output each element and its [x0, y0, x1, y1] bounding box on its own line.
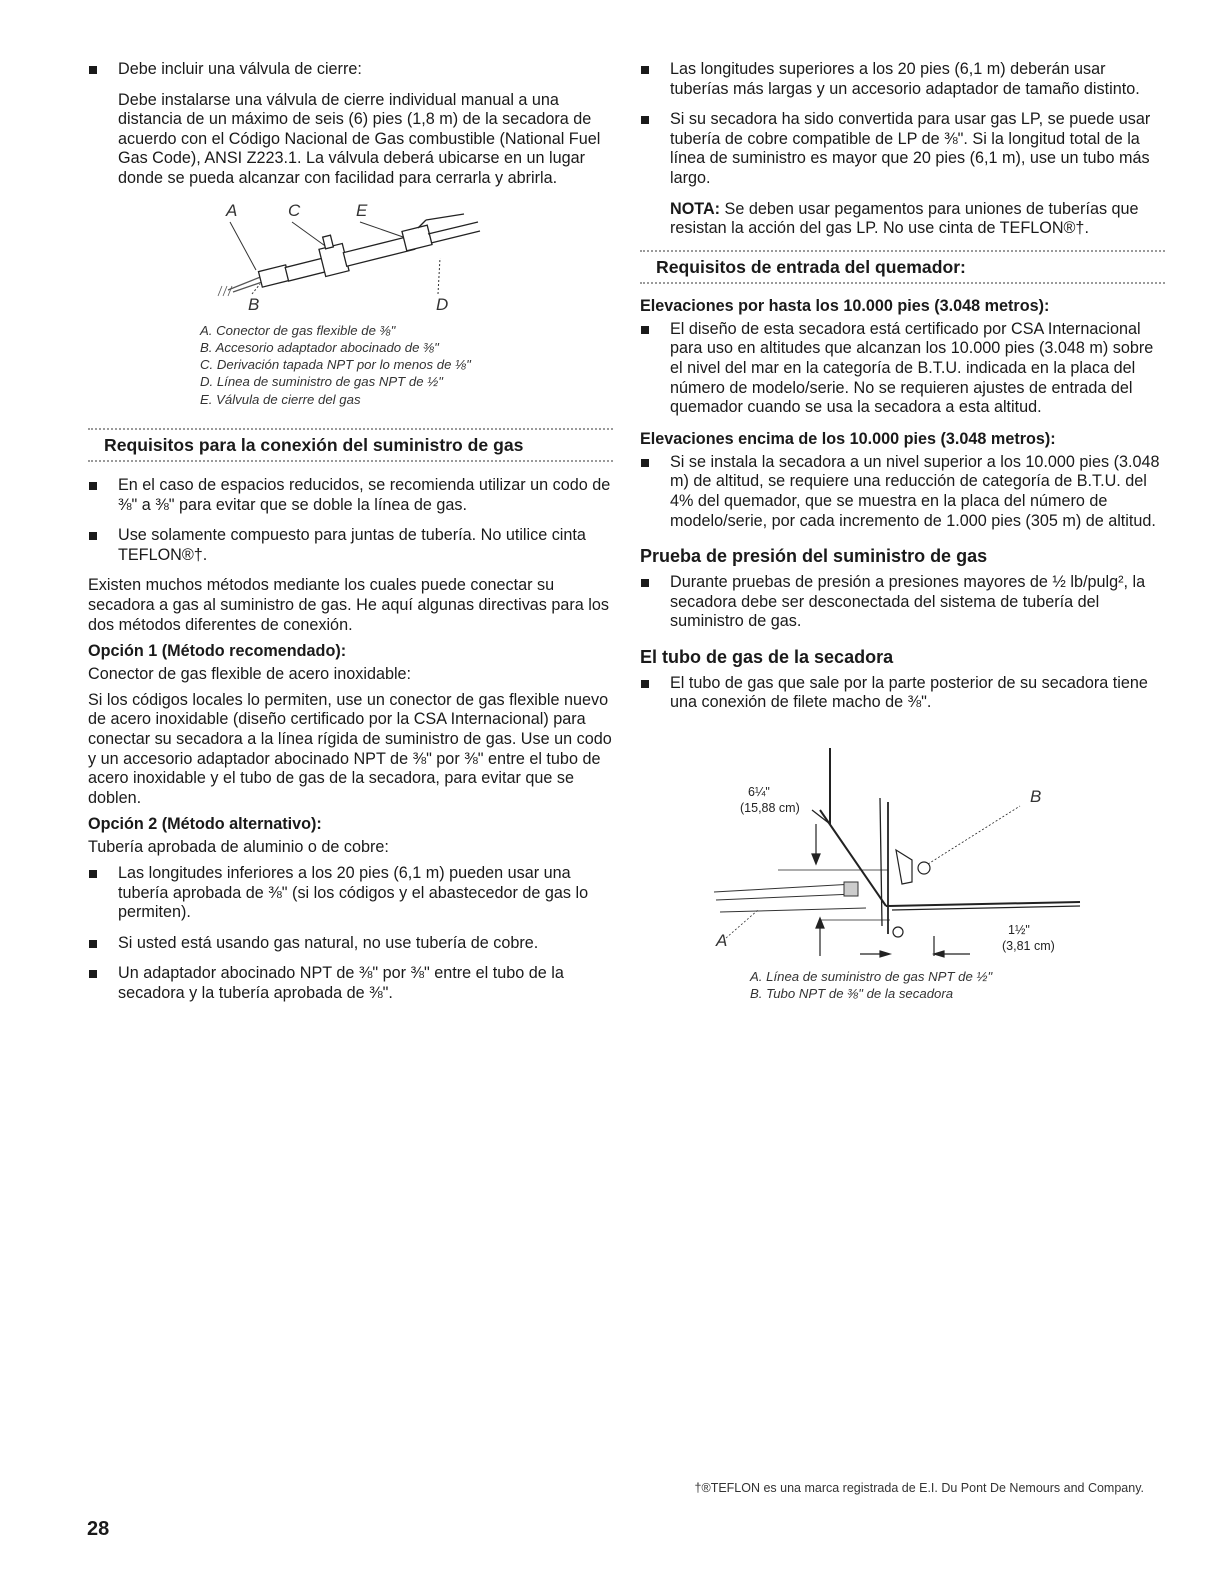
dryer-back-panel	[812, 748, 1080, 934]
shutoff-valve	[402, 225, 432, 251]
diagram-label-b: B	[248, 294, 260, 314]
caption-b: B. Accesorio adaptador abocinado de ⅜"	[200, 339, 439, 355]
dryer-tube-title: El tubo de gas de la secadora	[640, 646, 894, 667]
elevation-low-title: Elevaciones por hasta los 10.000 pies (3.048 metros):	[640, 296, 1050, 315]
right-column	[640, 60, 1165, 1003]
caption-b: B. Tubo NPT de ⅜" de la secadora	[750, 986, 954, 1002]
bullet-lp-gas: Si su secadora ha sido convertida para usar gas LP, se puede usar tubería de cobre compatible de LP de ⅜". Si la longitud total de la línea de suministro es mayor que 20 pies (6,1 m), use un tubo más largo.	[640, 110, 1165, 188]
option1-title: Opción 1 (Método recomendado):	[88, 642, 347, 661]
burner-title: Requisitos de entrada del quemador:	[656, 256, 966, 277]
caption-a: A. Conector de gas flexible de ⅜"	[200, 322, 396, 338]
bullet-dryer-tube: El tubo de gas que sale por la parte posterior de su secadora tiene una conexión de filete macho de ⅜".	[640, 674, 1165, 713]
dim-1-1-2: 1½"	[1008, 923, 1030, 938]
bullet-joint-compound: Use solamente compuesto para juntas de tubería. No utilice cinta TEFLON®†.	[88, 526, 613, 565]
bullet-elbow: En el caso de espacios reducidos, se recomienda utilizar un codo de ⅜" a ⅜" para evitar que se doble la línea de gas.	[88, 476, 613, 515]
note-label: NOTA:	[670, 199, 721, 218]
valve-diagram	[88, 200, 613, 318]
bullet-shutoff-valve: Debe incluir una válvula de cierre:	[88, 60, 613, 80]
option2-title: Opción 2 (Método alternativo):	[88, 815, 322, 834]
note-text: Se deben usar pegamentos para uniones de tuberías que resistan la acción del gas LP. No use cinta de TEFLON®†.	[670, 199, 1139, 238]
valve-diagram-svg	[88, 200, 613, 318]
diagram-label-b: B	[1030, 787, 1042, 807]
option1-text: Si los códigos locales lo permiten, use un conector de gas flexible nuevo de acero inoxidable (diseño certificado por la CSA Internacional) para conectar su secadora a la línea rígida de suministro de gas. Use un codo y un accesorio adaptador abocinado NPT de ⅜" por ⅜" entre el tubo de acero inoxidable y el tubo de gas de la secadora, para evitar que se doblen.	[88, 690, 612, 807]
bullet-pressure-test: Durante pruebas de presión a presiones mayores de ½ lb/pulg², la secadora debe ser desconectada del sistema de tubería del suministro de gas.	[640, 573, 1165, 632]
dim-15-88: (15,88 cm)	[740, 801, 800, 816]
page-number: 28	[87, 1518, 110, 1540]
dryer-tube-diagram-svg	[640, 724, 1165, 974]
left-column	[88, 60, 613, 1015]
diagram-label-c: C	[288, 200, 301, 220]
caption-d: D. Línea de suministro de gas NPT de ½"	[200, 374, 443, 390]
shutoff-valve-text: Debe instalarse una válvula de cierre individual manual a una distancia de un máximo de seis (6) pies (1,8 m) de la secadora de acuerdo con el Código Nacional de Gas combustible (National Fuel Gas Code), ANSI Z223.1. La válvula deberá ubicarse en un lugar donde se pueda alcanzar con facilidad para cerrarla y abrirla.	[118, 90, 601, 187]
pressure-test-title: Prueba de presión del suministro de gas	[640, 546, 988, 567]
bullet-flare-adapter: Un adaptador abocinado NPT de ⅜" por ⅜" entre el tubo de la secadora y la tubería aprobada de ⅜".	[88, 964, 613, 1003]
option1-subtitle: Conector de gas flexible de acero inoxidable:	[88, 665, 412, 684]
diagram-label-a: A	[226, 200, 238, 220]
caption-a: A. Línea de suministro de gas NPT de ½"	[750, 969, 993, 985]
diagram-label-d: D	[436, 294, 449, 314]
dim-3-81: (3,81 cm)	[1002, 939, 1055, 954]
pipe-assembly	[228, 214, 480, 292]
methods-intro: Existen muchos métodos mediante los cuales puede conectar su secadora a gas al suministro de gas. He aquí algunas directivas para los dos métodos diferentes de conexión.	[88, 576, 609, 634]
bullet-natural-gas: Si usted está usando gas natural, no use tubería de cobre.	[88, 934, 613, 954]
diagram-label-e: E	[356, 200, 368, 220]
dimension-arrows	[778, 824, 970, 957]
bullet-elevation-low: El diseño de esta secadora está certificado por CSA Internacional para uso en altitudes que alcanzan los 10.000 pies (3.048 m) sobre el nivel del mar en la categoría de B.T.U. indicada en la placa del número de modelo/serie. No se requieren ajustes de entrada del quemador cuando se usa la secadora a esta altitud.	[640, 320, 1165, 418]
diagram-label-a: A	[716, 931, 728, 951]
note-paragraph	[640, 200, 1165, 239]
bullet-short-lengths: Las longitudes inferiores a los 20 pies (6,1 m) pueden usar una tubería aprobada de ⅜" (si los códigos y el abastecedor de gas lo permiten).	[88, 864, 613, 923]
gas-tube	[893, 806, 1020, 937]
caption-c: C. Derivación tapada NPT por lo menos de ⅛"	[200, 357, 471, 373]
option2-subtitle: Tubería aprobada de aluminio o de cobre:	[88, 838, 389, 857]
dryer-tube-diagram	[640, 724, 1165, 974]
bullet-elevation-high: Si se instala la secadora a un nivel superior a los 10.000 pies (3.048 m) de altitud, se requiere una reducción de categoría de B.T.U. del 4% del quemador, que se muestra en la placa del número de modelo/serie, por cada incremento de 1.000 pies (305 m) de altitud.	[640, 453, 1165, 531]
elevation-high-title: Elevaciones encima de los 10.000 pies (3.048 metros):	[640, 429, 1056, 448]
dim-6-1-4: 6¼"	[748, 785, 770, 800]
supply-line	[714, 882, 866, 938]
bullet-long-lengths: Las longitudes superiores a los 20 pies (6,1 m) deberán usar tuberías más largas y un accesorio adaptador de tamaño distinto.	[640, 60, 1165, 99]
hatch-marks	[218, 286, 232, 296]
caption-e: E. Válvula de cierre del gas	[200, 391, 361, 407]
gas-connection-title: Requisitos para la conexión del suministro de gas	[104, 435, 524, 456]
gas-connection-section-header	[88, 428, 613, 462]
trademark-footnote: †®TEFLON es una marca registrada de E.I. Du Pont De Nemours and Company.	[694, 1481, 1144, 1495]
burner-section-header	[640, 250, 1165, 284]
valve-captions	[88, 322, 613, 408]
